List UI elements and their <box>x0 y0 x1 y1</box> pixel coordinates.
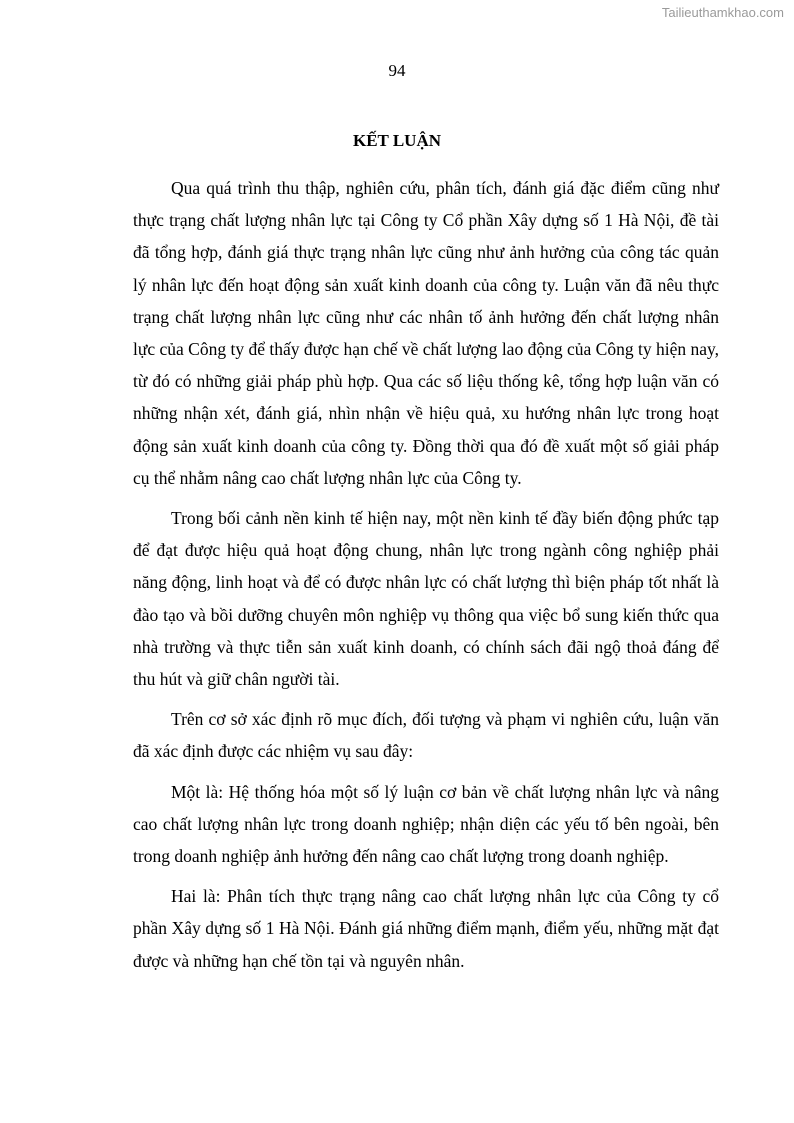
watermark-text: Tailieuthamkhao.com <box>661 5 784 20</box>
paragraph: Qua quá trình thu thập, nghiên cứu, phân tích, đánh giá đặc điểm cũng như thực trạng chất lượng nhân lực tại Công ty Cổ phần Xây dựng số 1 Hà Nội, đề tài đã tổng hợp, đánh giá thực trạng nhân lực cũng như ảnh hưởng của công tác quản lý nhân lực đến hoạt động sản xuất kinh doanh của công ty. Luận văn đã nêu thực trạng chất lượng nhân lực cũng như các nhân tố ảnh hưởng đến chất lượng nhân lực của Công ty để thấy được hạn chế về chất lượng lao động của Công ty hiện nay, từ đó có những giải pháp phù hợp. Qua các số liệu thống kê, tổng hợp luận văn có những nhận xét, đánh giá, nhìn nhận về hiệu quả, xu hướng nhân lực trong hoạt động sản xuất kinh doanh của công ty. Đồng thời qua đó đề xuất một số giải pháp cụ thể nhằm nâng cao chất lượng nhân lực của Công ty. <box>133 178 719 488</box>
section-title: KẾT LUẬN <box>352 131 441 150</box>
paragraph: Hai là: Phân tích thực trạng nâng cao chất lượng nhân lực của Công ty cổ phần Xây dựng số 1 Hà Nội. Đánh giá những điểm mạnh, điểm yếu, những mặt đạt được và những hạn chế tồn tại và nguyên nhân. <box>133 886 719 971</box>
paragraph: Một là: Hệ thống hóa một số lý luận cơ bản về chất lượng nhân lực và nâng cao chất lượng nhân lực trong doanh nghiệp; nhận diện các yếu tố bên ngoài, bên trong doanh nghiệp ảnh hưởng đến nâng cao chất lượng trong doanh nghiệp. <box>133 781 719 867</box>
page-number: 94 <box>388 61 406 80</box>
paragraph: Trên cơ sở xác định rõ mục đích, đối tượng và phạm vi nghiên cứu, luận văn đã xác định được các nhiệm vụ sau đây: <box>133 709 719 762</box>
body-text <box>133 172 719 985</box>
paragraph: Trong bối cảnh nền kinh tế hiện nay, một nền kinh tế đầy biến động phức tạp để đạt được hiệu quả hoạt động chung, nhân lực trong ngành công nghiệp phải năng động, linh hoạt và để có được nhân lực có chất lượng thì biện pháp tốt nhất là đào tạo và bồi dưỡng chuyên môn nghiệp vụ thông qua việc bổ sung kiến thức qua nhà trường và thực tiễn sản xuất kinh doanh, có chính sách đãi ngộ thoả đáng để thu hút và giữ chân người tài. <box>133 508 719 690</box>
